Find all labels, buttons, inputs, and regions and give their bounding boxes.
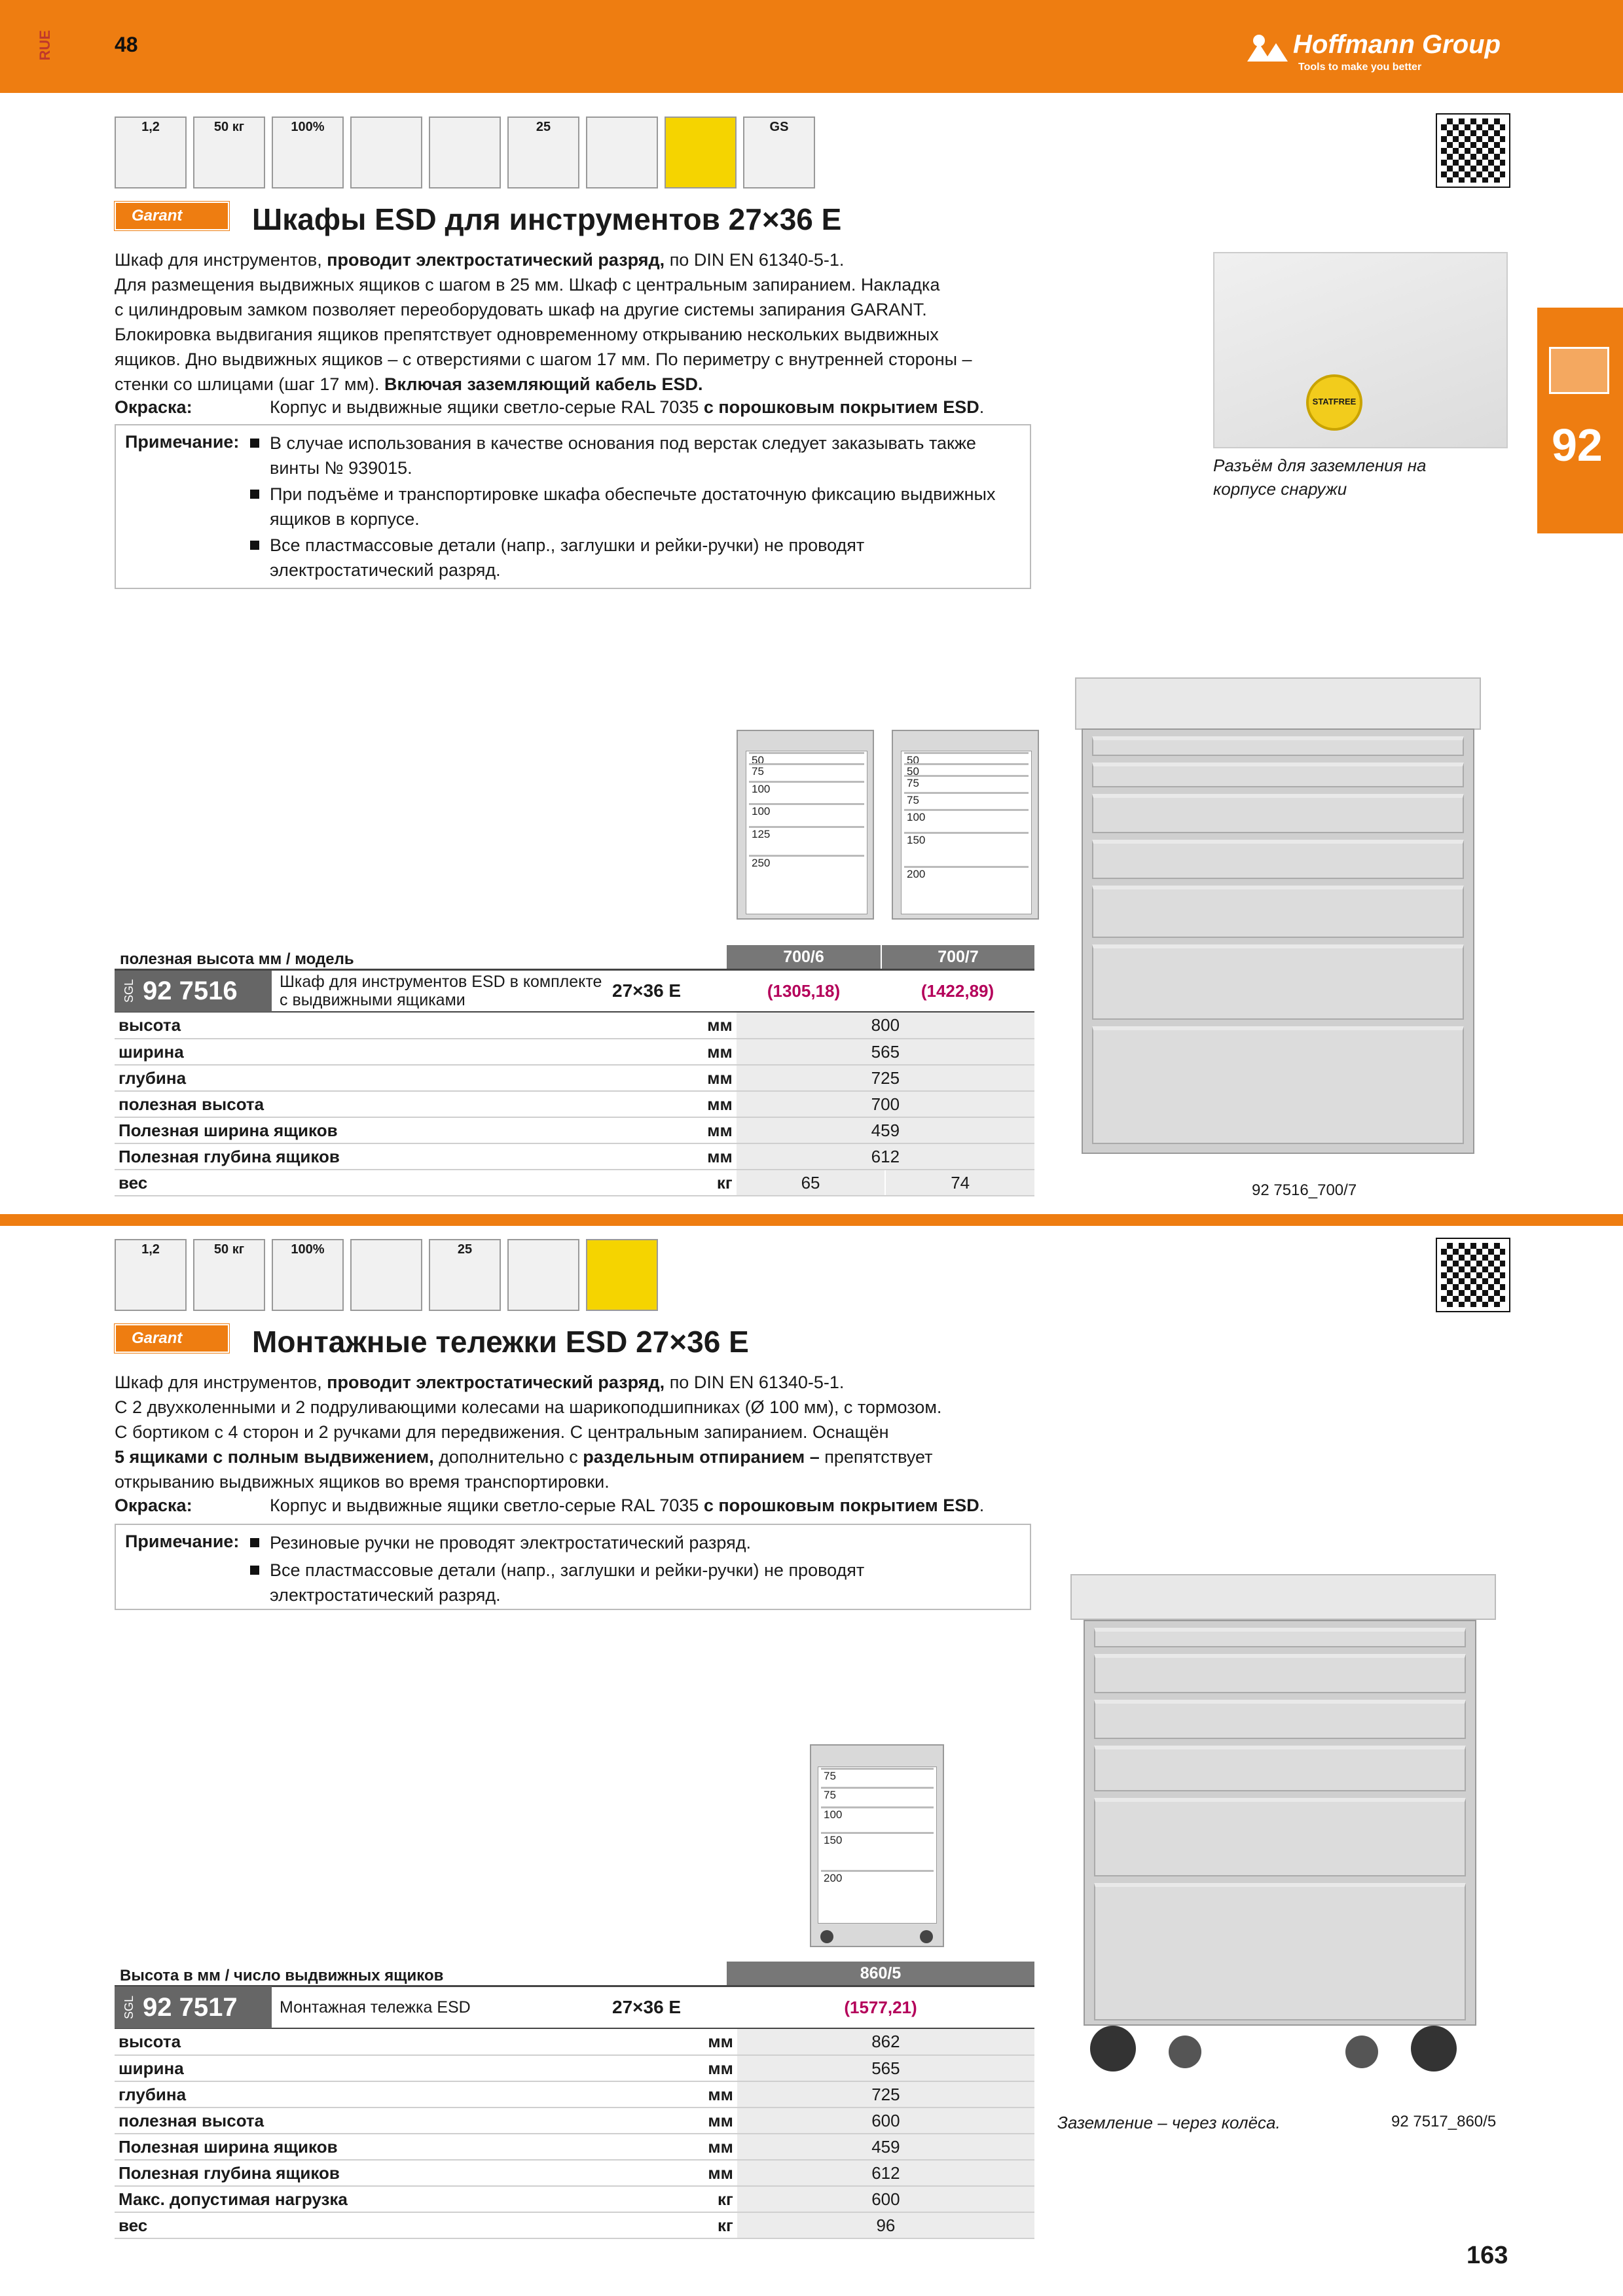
drawer-diagram-700-7 xyxy=(892,730,1039,920)
drawer-label: 75 xyxy=(904,792,1029,808)
spec-row: глубина мм 725 xyxy=(115,1065,1034,1091)
table-header xyxy=(115,946,1034,971)
pitch-icon: 25 xyxy=(429,1239,501,1311)
description-line: ящиков. Дно выдвижных ящиков – с отверстиями с шагом 17 мм. По периметру с внутренней стороны – xyxy=(115,350,972,369)
paint-label: Окраска: xyxy=(115,1496,192,1515)
note-label: Примечание: xyxy=(125,1532,240,1551)
drawer-label: 75 xyxy=(821,1768,934,1785)
drawer-front xyxy=(1092,840,1464,879)
drawer-label: 100 xyxy=(821,1806,934,1831)
spec-row: вес кг 96 xyxy=(115,2212,1034,2238)
spec-row: ширина мм 565 xyxy=(115,1039,1034,1065)
article-row[interactable] xyxy=(115,1987,1034,2029)
full-extension-icon: 100% xyxy=(272,1239,344,1311)
qr-code[interactable] xyxy=(1437,115,1509,187)
drawer-label: 150 xyxy=(821,1832,934,1869)
esd-icon xyxy=(586,1239,658,1311)
drawer-front xyxy=(1092,1026,1464,1144)
drawer-front xyxy=(1092,886,1464,938)
product-description xyxy=(115,247,1057,397)
model-header: 700/6 xyxy=(727,945,881,969)
article-row[interactable] xyxy=(115,971,1034,1013)
garant-badge: Garant xyxy=(115,1324,229,1353)
tilt-icon: 1,2 xyxy=(115,117,187,188)
spec-row: Полезная глубина ящиков мм 612 xyxy=(115,1143,1034,1170)
feature-icons-row xyxy=(115,1239,658,1311)
drawer-label: 75 xyxy=(904,775,1029,791)
description-line: 5 ящиками с полным выдвижением, дополнительно с раздельным отпиранием – препятствует xyxy=(115,1447,933,1467)
page-number-top: 48 xyxy=(115,33,138,56)
drawer-front xyxy=(1094,1746,1466,1791)
gs-certified-icon: GS xyxy=(743,117,815,188)
note-item: Резиновые ручки не проводят электростатический разряд. xyxy=(270,1530,1023,1555)
spec-row: ширина мм 565 xyxy=(115,2055,1034,2081)
drawer-front xyxy=(1094,1700,1466,1739)
spec-rows xyxy=(115,1013,1034,1196)
spec-row: Полезная ширина ящиков мм 459 xyxy=(115,1117,1034,1143)
spec-table xyxy=(115,946,1034,1196)
page-number: 163 xyxy=(1467,2242,1508,2269)
drawer-label: 200 xyxy=(821,1870,934,1920)
note-item: При подъёме и транспортировке шкафа обеспечьте достаточную фиксацию выдвижных ящиков в корпусе. xyxy=(270,482,1023,531)
drawer-front xyxy=(1092,762,1464,787)
chapter-tab[interactable] xyxy=(1537,308,1623,533)
spec-row: полезная высота мм 700 xyxy=(115,1091,1034,1117)
drawer-label: 150 xyxy=(904,832,1029,865)
paint-text: Корпус и выдвижные ящики светло-серые RAL 7035 с порошковым покрытием ESD. xyxy=(270,397,985,417)
article-price: (1305,18) xyxy=(767,980,841,1001)
drawer-front xyxy=(1094,1654,1466,1693)
garant-badge: Garant xyxy=(115,202,229,230)
description-line: с цилиндровым замком позволяет переоборудовать шкаф на другие системы запирания GARANT. xyxy=(115,300,927,319)
drawer-label: 125 xyxy=(749,826,864,853)
drawer-label: 75 xyxy=(821,1787,934,1804)
article-price: (1577,21) xyxy=(844,1997,917,2017)
drawer-label: 100 xyxy=(904,809,1029,831)
hand-lock-icon xyxy=(429,117,501,188)
paint-text: Корпус и выдвижные ящики светло-серые RAL 7035 с порошковым покрытием ESD. xyxy=(270,1496,985,1515)
drawer-front xyxy=(1094,1883,1466,2020)
description-line: стенки со шлицами (шаг 17 мм). Включая заземляющий кабель ESD. xyxy=(115,374,703,394)
spec-row: Полезная ширина ящиков мм 459 xyxy=(115,2134,1034,2160)
drawer-label: 50 xyxy=(904,752,1029,762)
load-icon: 50 кг xyxy=(193,1239,265,1311)
drawer-label: 50 xyxy=(749,752,864,762)
no-tipping-icon xyxy=(350,1239,422,1311)
spec-row-weight: вес кг 65 74 xyxy=(115,1170,1034,1196)
model-header: 860/5 xyxy=(727,1962,1034,1985)
pitch-icon: 25 xyxy=(507,117,579,188)
photo-caption: Заземление – через колёса. xyxy=(1057,2113,1281,2132)
drawer-label: 75 xyxy=(749,763,864,779)
qr-code[interactable] xyxy=(1437,1239,1509,1311)
full-extension-icon: 100% xyxy=(272,117,344,188)
spec-row: Макс. допустимая нагрузка кг 600 xyxy=(115,2186,1034,2212)
spec-row: полезная высота мм 600 xyxy=(115,2108,1034,2134)
feature-icons-row xyxy=(115,117,815,188)
description-line: Шкаф для инструментов, проводит электростатический разряд, по DIN EN 61340-5-1. xyxy=(115,1372,845,1392)
spec-row: глубина мм 725 xyxy=(115,2081,1034,2108)
drawer-front xyxy=(1094,1798,1466,1876)
grounding-photo xyxy=(1213,252,1508,448)
drawer-front xyxy=(1092,736,1464,756)
cabinet-photo xyxy=(1055,671,1507,1168)
description-line: Шкаф для инструментов, проводит электростатический разряд, по DIN EN 61340-5-1. xyxy=(115,250,845,270)
lock-key-icon xyxy=(507,1239,579,1311)
image-code: 92 7516_700/7 xyxy=(1252,1181,1357,1199)
drawer-diagram-860-5 xyxy=(810,1744,944,1947)
brand-name: Hoffmann Group xyxy=(1293,30,1501,59)
drawer-front xyxy=(1094,1628,1466,1647)
table-head-label: Высота в мм / число выдвижных ящиков xyxy=(120,1967,444,1984)
note-item: Все пластмассовые детали (напр., заглушки и рейки-ручки) не проводят электростатический разряд. xyxy=(270,1558,1023,1607)
drawer-label: 100 xyxy=(749,803,864,825)
no-tipping-icon xyxy=(350,117,422,188)
grounding-sticker: STATFREE xyxy=(1306,374,1362,431)
cabinet-icon xyxy=(1549,347,1609,394)
trolley-photo xyxy=(1057,1568,1509,2091)
section-title: Монтажные тележки ESD 27×36 E xyxy=(252,1325,749,1359)
spec-row: Полезная глубина ящиков мм 612 xyxy=(115,2160,1034,2186)
article-size: 27×36 E xyxy=(612,1997,682,2017)
article-size: 27×36 E xyxy=(612,980,682,1001)
note-label: Примечание: xyxy=(125,432,240,452)
note-item: Все пластмассовые детали (напр., заглушки и рейки-ручки) не проводят электростатический разряд. xyxy=(270,533,1023,583)
description-line: С бортиком с 4 сторон и 2 ручками для передвижения. С центральным запиранием. Оснащён xyxy=(115,1422,889,1442)
esd-icon xyxy=(665,117,737,188)
article-number-box xyxy=(115,1986,272,2028)
spec-table xyxy=(115,1962,1034,2239)
drawer-diagram-700-6 xyxy=(737,730,874,920)
language-code: RUE xyxy=(37,30,53,61)
table-head-label: полезная высота мм / модель xyxy=(120,950,354,968)
drawer-label: 200 xyxy=(904,866,1029,910)
lock-key-icon xyxy=(586,117,658,188)
article-description: Монтажная тележка ESD xyxy=(280,1998,471,2017)
load-icon: 50 кг xyxy=(193,117,265,188)
drawer-label: 250 xyxy=(749,855,864,910)
sgl-label: SGL xyxy=(122,978,136,1003)
spec-row: высота мм 800 xyxy=(115,1013,1034,1039)
sgl-label: SGL xyxy=(122,1995,136,2020)
section-title: Шкафы ESD для инструментов 27×36 E xyxy=(252,202,842,236)
article-price: (1422,89) xyxy=(921,980,994,1001)
drawer-label: 100 xyxy=(749,781,864,802)
product-description xyxy=(115,1370,1057,1494)
spec-rows xyxy=(115,2029,1034,2239)
description-line: Для размещения выдвижных ящиков с шагом в 25 мм. Шкаф с центральным запиранием. Накладка xyxy=(115,275,940,295)
brand-tagline: Tools to make you better xyxy=(1298,62,1422,73)
drawer-front xyxy=(1092,794,1464,833)
tilt-icon: 1,2 xyxy=(115,1239,187,1311)
model-header: 700/7 xyxy=(881,945,1034,969)
note-box xyxy=(115,1524,1031,1610)
brand-logo-icon xyxy=(1247,33,1288,62)
photo-caption: Разъём для заземления на корпусе снаружи xyxy=(1213,456,1427,499)
chapter-number: 92 xyxy=(1552,420,1603,471)
section-divider xyxy=(0,1214,1623,1226)
drawer-label: 50 xyxy=(904,763,1029,773)
note-item: В случае использования в качестве основания под верстак следует заказывать также винты № 939015. xyxy=(270,431,1023,480)
drawer-front xyxy=(1092,944,1464,1020)
article-description: Шкаф для инструментов ESD в комплекте с выдвижными ящиками xyxy=(280,973,602,1009)
description-line: Блокировка выдвигания ящиков препятствует одновременному открыванию нескольких выдвижных xyxy=(115,325,939,344)
note-box xyxy=(115,424,1031,589)
article-number: 92 7517 xyxy=(143,1992,238,2022)
article-number: 92 7516 xyxy=(143,976,238,1005)
paint-label: Окраска: xyxy=(115,397,192,417)
article-number-box xyxy=(115,970,272,1012)
image-code: 92 7517_860/5 xyxy=(1391,2113,1497,2130)
spec-row: высота мм 862 xyxy=(115,2029,1034,2055)
description-line: открыванию выдвижных ящиков во время транспортировки. xyxy=(115,1472,610,1492)
description-line: С 2 двухколенными и 2 подруливающими колесами на шарикоподшипниках (Ø 100 мм), с тормозом. xyxy=(115,1397,942,1417)
table-header xyxy=(115,1962,1034,1987)
brand-logo xyxy=(1247,26,1509,79)
